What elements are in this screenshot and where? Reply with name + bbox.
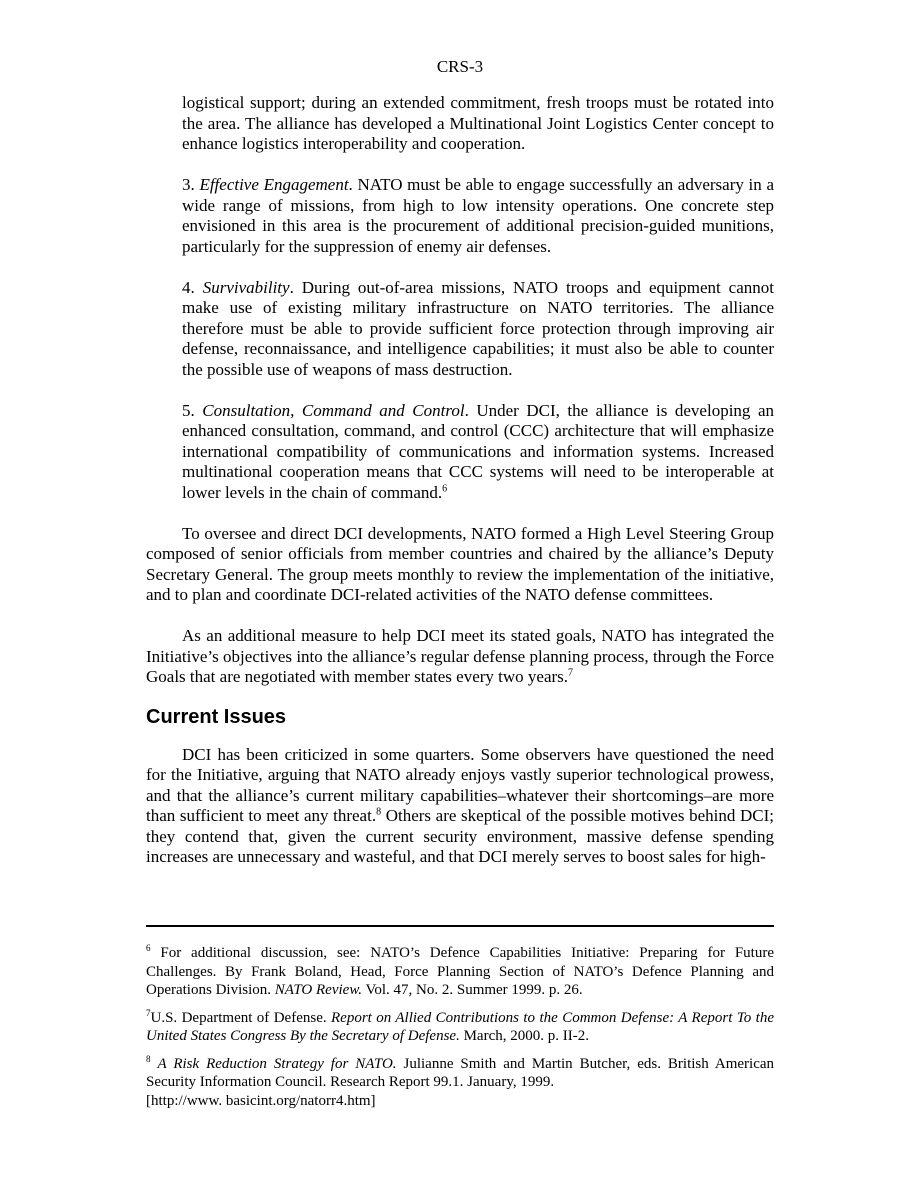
list-item-3-body: . NATO must be able to engage successfully an adversary in a wide range of missions, from high to low intensity operations. One concrete step envisioned in this area is the procurement of additional precision-guided munitions, particularly for the suppression of enemy air defenses. [182, 175, 774, 256]
paragraph-current-issues-part1: DCI has been criticized in some quarters. Some observers have questioned the need for the Initiative, arguing that NATO already enjoys vastly superior technological prowess, and that the alliance’s current military capabilities–whatever their shortcomings–are more than sufficient to meet any threat. [146, 744, 774, 825]
section-heading-current-issues: Current Issues [146, 705, 287, 728]
list-item-4-body: . During out-of-area missions, NATO troops and equipment cannot make use of existing military infrastructure on NATO territories. The alliance therefore must be able to provide sufficient force protection through improving air defense, reconnaissance, and intelligence capabilities; it must also be able to counter the possible use of weapons of mass destruction. [182, 277, 775, 379]
footnote-7-number: 7 [146, 1007, 151, 1018]
footnote-7-italic: Report on Allied Contributions to the Common Defense: A Report To the United States Congress By the Secretary of Defense. [146, 1009, 774, 1044]
list-item-4 [182, 278, 774, 381]
footnote-6-text-after: Vol. 47, No. 2. Summer 1999. p. 26. [361, 982, 583, 998]
footnote-6-text-before: For additional discussion, see: NATO’s Defence Capabilities Initiative: Preparing for Future Challenges. By Frank Boland, Head, Force Planning Section of NATO’s Defence Planning and Operations Division. [146, 945, 774, 998]
paragraph-force-goals-text: As an additional measure to help DCI meet its stated goals, NATO has integrated the Initiative’s objectives into the alliance’s regular defense planning process, through the Force Goals that are negotiated with member states every two years. [146, 626, 774, 686]
footnote-7-text-before: U.S. Department of Defense. [150, 1009, 332, 1026]
list-item-5-title: Consultation, Command and Control [202, 400, 465, 420]
footnote-7 [146, 1009, 774, 1046]
list-item-3-number: 3. [182, 175, 195, 194]
footnote-ref-7[interactable]: 7 [568, 667, 574, 679]
footnote-8-number: 8 [146, 1053, 151, 1064]
footnote-7-text-after: March, 2000. p. II-2. [459, 1028, 589, 1044]
footnote-6 [146, 944, 774, 1000]
footnote-6-number: 6 [146, 943, 151, 953]
paragraph-current-issues-part2: Others are skeptical of the possible motives behind DCI; they contend that, given the current security environment, massive defense spending increases are unnecessary and wasteful, and that DCI merely serves to boost sales for high- [146, 806, 775, 866]
footnote-8-url[interactable]: [http://www. basicint.org/natorr4.htm] [146, 1092, 376, 1109]
body-content [146, 93, 774, 868]
list-item-3-title: Effective Engagement [199, 175, 349, 194]
footnotes-section [146, 944, 774, 1119]
paragraph-force-goals [146, 626, 774, 688]
list-item-3 [182, 175, 774, 257]
footnote-8-text-after: Julianne Smith and Martin Butcher, eds. British American Security Information Council. Research Report 99.1. January, 1999. [146, 1055, 775, 1090]
footnote-divider [146, 925, 774, 927]
list-item-5-number: 5. [182, 400, 195, 420]
paragraph-current-issues [146, 745, 774, 868]
footnote-8-italic: A Risk Reduction Strategy for NATO. [157, 1055, 397, 1072]
footnote-ref-6[interactable]: 6 [442, 482, 448, 494]
list-item-5 [182, 401, 774, 504]
footnote-8 [146, 1055, 774, 1111]
list-item-4-title: Survivability [202, 277, 290, 297]
page-number: CRS-3 [436, 57, 484, 76]
footnote-6-italic: NATO Review. [274, 982, 362, 998]
list-item-4-number: 4. [182, 277, 195, 297]
footnote-ref-8[interactable]: 8 [376, 806, 382, 818]
list-item-5-body: . Under DCI, the alliance is developing an enhanced consultation, command, and control (CCC) architecture that will emphasize international compatibility of communications and information systems. Increased multinational cooperation means that CCC systems will need to be interoperable at lower levels in the chain of command. [182, 400, 774, 502]
list-item-2-continued: logistical support; during an extended commitment, fresh troops must be rotated into the area. The alliance has developed a Multinational Joint Logistics Center concept to enhance logistics interoperability and cooperation. [182, 93, 774, 153]
paragraph-steering-group: To oversee and direct DCI developments, NATO formed a High Level Steering Group composed of senior officials from member countries and chaired by the alliance’s Deputy Secretary General. The group meets monthly to review the implementation of the initiative, and to plan and coordinate DCI-related activities of the NATO defense committees. [146, 523, 774, 604]
